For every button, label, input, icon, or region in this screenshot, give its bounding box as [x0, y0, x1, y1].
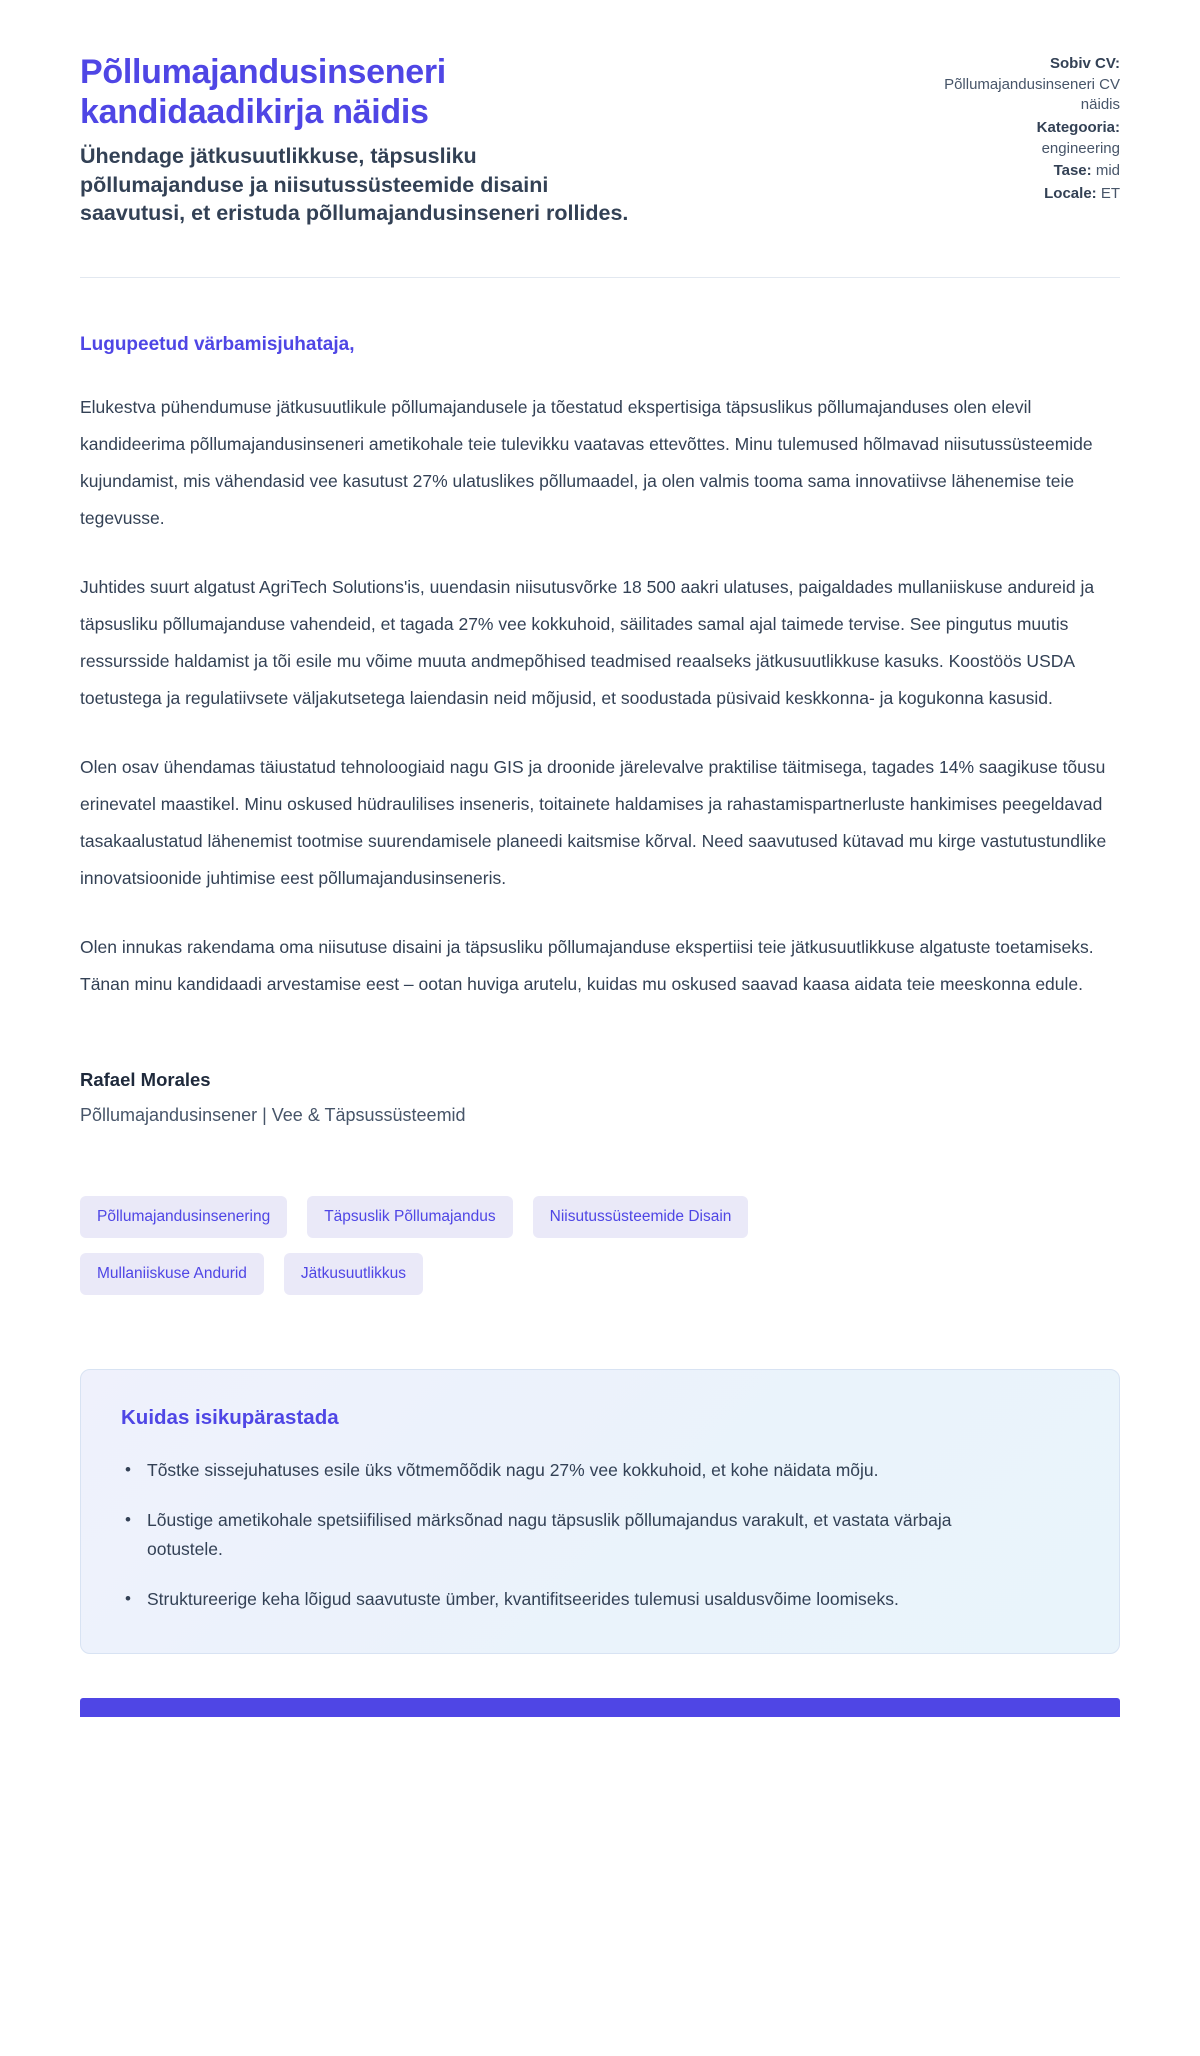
signature-name: Rafael Morales: [80, 1068, 211, 1090]
tag-list: [80, 1196, 840, 1295]
letter-paragraph: Olen osav ühendamas täiustatud tehnoloogiaid nagu GIS ja droonide järelevalve praktilise täitmisega, tagades 14% saagikuse tõusu erinevatel maastikel. Minu oskused hüdraulilises inseneris, toitainete haldamises ja rahastamispartnerluste hankimises peegeldavad tasakaalustatud lähenemist tootmise suurendamisele planeedi kaitsmise kõrval. Need saavutused kütavad mu kirge vastutustundlike innovatsioonide juhtimise eest põllumajandusinseneris.: [80, 757, 1107, 888]
tag-chip[interactable]: Täpsuslik Põllumajandus: [307, 1196, 512, 1238]
tag-chip[interactable]: Põllumajandusinsenering: [80, 1196, 287, 1238]
meta-level-label: Tase:: [1053, 162, 1092, 180]
tip-item: • Lõustige ametikohale spetsiifilised märksõnad nagu täpsuslik põllumajandus varakult, et vastata värbaja ootustele.: [121, 1506, 1021, 1563]
meta-matching-cv: [910, 54, 1120, 116]
tag-chip[interactable]: Jätkusuutlikkus: [284, 1253, 423, 1295]
page-subtitle: Ühendage jätkusuutlikkuse, täpsusliku põllumajanduse ja niisutussüsteemide disaini saavutusi, et eristuda põllumajandusinseneri rollides.: [80, 144, 629, 225]
tips-list: [121, 1456, 1079, 1613]
tag-chip[interactable]: Mullaniiskuse Andurid: [80, 1253, 264, 1295]
meta-category-label: Kategooria:: [1036, 119, 1120, 137]
meta-matching-cv-value: Põllumajandusinseneri CV näidis: [944, 75, 1120, 114]
letter-greeting: Lugupeetud värbamisjuhataja,: [80, 334, 355, 356]
meta-category: [910, 118, 1120, 159]
page-title: Põllumajandusinseneri kandidaadikirja näidis: [80, 53, 446, 132]
meta-matching-cv-label: Sobiv CV:: [1049, 55, 1120, 72]
letter-paragraph: Elukestva pühendumuse jätkusuutlikule põllumajandusele ja tõestatud ekspertisiga täpsuslikus põllumajanduses olen elevil kandideerima põllumajandusinseneri ametikohale teie tulevikku vaatavas ettevõttes. Minu tulemused hõlmavad niisutussüsteemide kujundamist, mis vähendasid vee kasutust 27% ulatuslikes põllumaadel, ja olen valmis tooma sama innovatiivse lähenemise teie tegevusse.: [80, 397, 1093, 528]
tip-item: • Tõstke sissejuhatuses esile üks võtmemõõdik nagu 27% vee kokkuhoid, et kohe näidata mõju.: [121, 1456, 1021, 1484]
meta-locale-label: Locale:: [1044, 185, 1097, 203]
meta-locale: [910, 184, 1120, 205]
tip-item: • Struktureerige keha lõigud saavutuste ümber, kvantifitseerides tulemusi usaldusvõime loomiseks.: [121, 1585, 1021, 1613]
meta-level: [910, 161, 1120, 182]
header-divider: [80, 277, 1120, 278]
meta-category-value: engineering: [1041, 139, 1120, 157]
header-meta: [910, 52, 1120, 207]
signature-role: Põllumajandusinsener | Vee & Täpsussüsteemid: [80, 1104, 466, 1125]
page-container: [80, 0, 1120, 1717]
tag-chip[interactable]: Niisutussüsteemide Disain: [533, 1196, 749, 1238]
signature-block: [80, 1069, 1120, 1126]
personalization-tips-box: [80, 1369, 1120, 1654]
letter-paragraph: Olen innukas rakendama oma niisutuse disaini ja täpsusliku põllumajanduse ekspertiisi teie jätkusuutlikkuse algatuste toetamiseks. Tänan minu kandidaadi arvestamise eest – ootan huviga arutelu, kuidas mu oskused saavad kaasa aidata teie meeskonna edule.: [80, 937, 1094, 995]
footer-accent-bar: [80, 1698, 1120, 1717]
header-left: [80, 52, 680, 227]
cover-letter-body: [80, 334, 1120, 1126]
header: [80, 52, 1120, 227]
meta-level-value: mid: [1095, 162, 1120, 180]
letter-paragraph: Juhtides suurt algatust AgriTech Solutions'is, uuendasin niisutusvõrke 18 500 aakri ulatuses, paigaldades mullaniiskuse andureid ja täpsusliku põllumajanduse vahendeid, et tagada 27% vee kokkuhoid, säilitades samal ajal taimede tervise. See pingutus muutis ressursside haldamist ja tõi esile mu võime muuta andmepõhised teadmised reaalseks jätkusuutlikkuse kasuks. Koostöös USDA toetustega ja regulatiivsete väljakutsetega laiendasin neid mõjusid, et soodustada püsivaid keskkonna- ja kogukonna kasusid.: [80, 577, 1095, 708]
tips-title: Kuidas isikupärastada: [121, 1405, 339, 1429]
meta-locale-value: ET: [1100, 185, 1120, 203]
